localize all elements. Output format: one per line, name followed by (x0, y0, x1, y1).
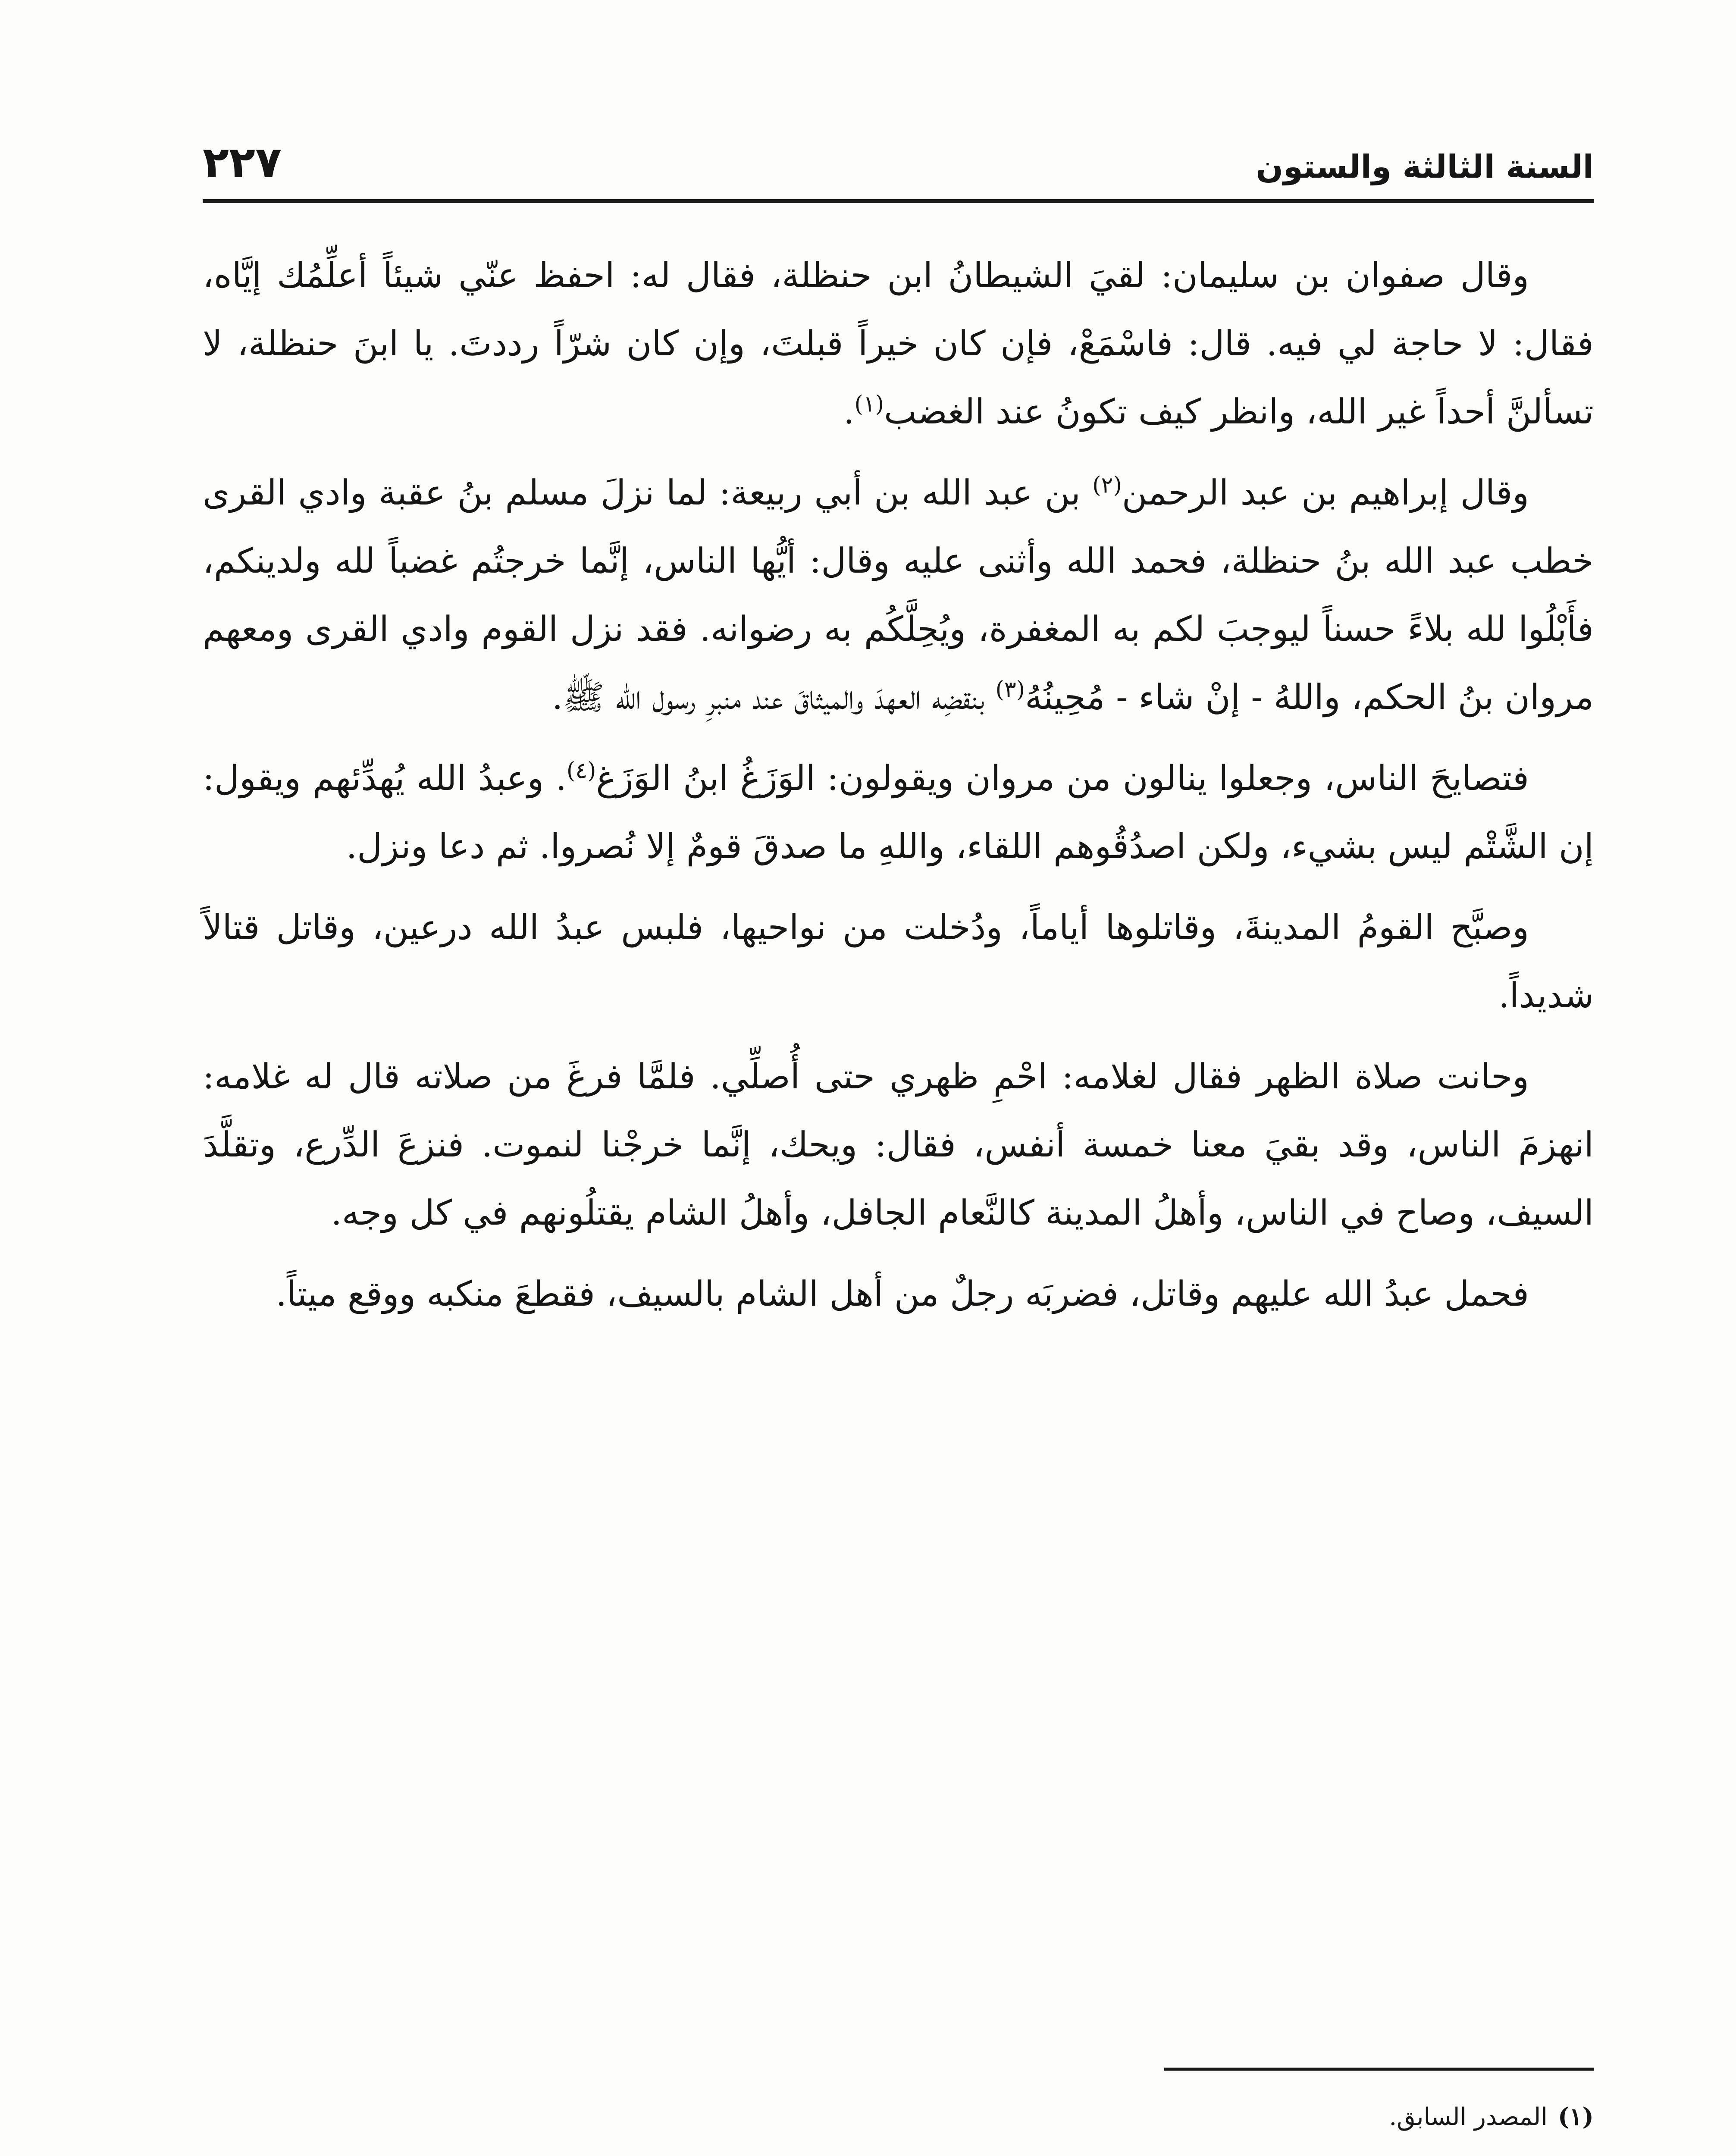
paragraph-text: وقال إبراهيم بن عبد الرحمن (1122, 473, 1529, 513)
footnote-ref-1: (١) (854, 391, 884, 417)
paragraph-text: وقال صفوان بن سليمان: لقيَ الشيطانُ ابن حنظلة، فقال له: احفظ عنّي شيئاً أعلِّمُك إيَّاه، فقال: لا حاجة لي فيه. قال: فاسْمَعْ، فإن كان خيراً قبلتَ، وإن كان شرّاً رددتَ. يا ابنَ حنظلة، لا تسألنَّ أحداً غير الله، وانظر كيف تكونُ عند الغضب (203, 255, 1594, 432)
main-text (203, 241, 1594, 1341)
footnotes (203, 2091, 1594, 2156)
footnote-1 (203, 2091, 1594, 2143)
paragraph-text-end: بنقضِه العهدَ والميثاقَ عند منبرِ رسول الله ﷺ. (552, 677, 996, 717)
running-title: السنة الثالثة والستون (1256, 148, 1594, 185)
footnote-separator (1164, 2068, 1594, 2071)
page-header (203, 108, 1594, 198)
footnote-ref-2: (٢) (1092, 472, 1122, 498)
footnote-ref-4: (٤) (566, 758, 596, 784)
paragraph-text: وصبَّح القومُ المدينةَ، وقاتلوها أياماً، ودُخلت من نواحيها، فلبس عبدُ الله درعين، وقاتل قتالاً شديداً. (203, 907, 1594, 1015)
header-rule (203, 199, 1594, 203)
footnote-ref-3: (٣) (995, 677, 1025, 703)
paragraph-text: فتصايحَ الناس، وجعلوا ينالون من مروان ويقولون: الوَزَغُ ابنُ الوَزَغ (596, 758, 1529, 798)
paragraph-text: وحانت صلاة الظهر فقال لغلامه: احْمِ ظهري حتى أُصلِّي. فلمَّا فرغَ من صلاته قال له غلامه: انهزمَ الناس، وقد بقيَ معنا خمسة أنفس، فقال: ويحك، إنَّما خرجْنا لنموت. فنزعَ الدِّرع، وتقلَّدَ السيف، وصاح في الناس، وأهلُ المدينة كالنَّعام الجافل، وأهلُ الشام يقتلُونهم في كل وجه. (203, 1056, 1594, 1233)
paragraph-2 (203, 459, 1594, 731)
footnote-2 (203, 2148, 1594, 2156)
paragraph-text: فحمل عبدُ الله عليهم وقاتل، فضربَه رجلٌ من أهل الشام بالسيف، فقطعَ منكبه ووقع ميتاً. (276, 1274, 1529, 1314)
paragraph-text-end: . (843, 392, 855, 432)
paragraph-5 (203, 1043, 1594, 1247)
paragraph-1 (203, 241, 1594, 446)
paragraph-3 (203, 744, 1594, 881)
paragraph-text-end: . وعبدُ الله يُهدِّئهم ويقول: إن الشَّتْم ليس بشيء، ولكن اصدُقُوهم اللقاء، واللهِ ما صدقَ قومٌ إلا نُصروا. ثم دعا ونزل. (203, 758, 1594, 866)
footnote-number: (١) (1557, 2103, 1594, 2131)
paragraph-text-middle: بن عبد الله بن أبي ربيعة: لما نزلَ مسلم بنُ عقبة وادي القرى خطب عبد الله بنُ حنظلة، فحمد الله وأثنى عليه وقال: أيُّها الناس، إنَّما خرجتُم غضباً لله ولدينكم، فأَبْلُوا لله بلاءً حسناً ليوجبَ لكم به المغفرة، ويُحِلَّكُم به رضوانه. فقد نزل القوم وادي القرى ومعهم مروان بنُ الحكم، واللهُ - إنْ شاء - مُحِينُهُ (203, 473, 1594, 717)
paragraph-4 (203, 893, 1594, 1030)
page-number: ٢٢٧ (203, 137, 282, 188)
paragraph-6 (203, 1260, 1594, 1328)
footnote-text: المصدر السابق. (1389, 2103, 1548, 2131)
